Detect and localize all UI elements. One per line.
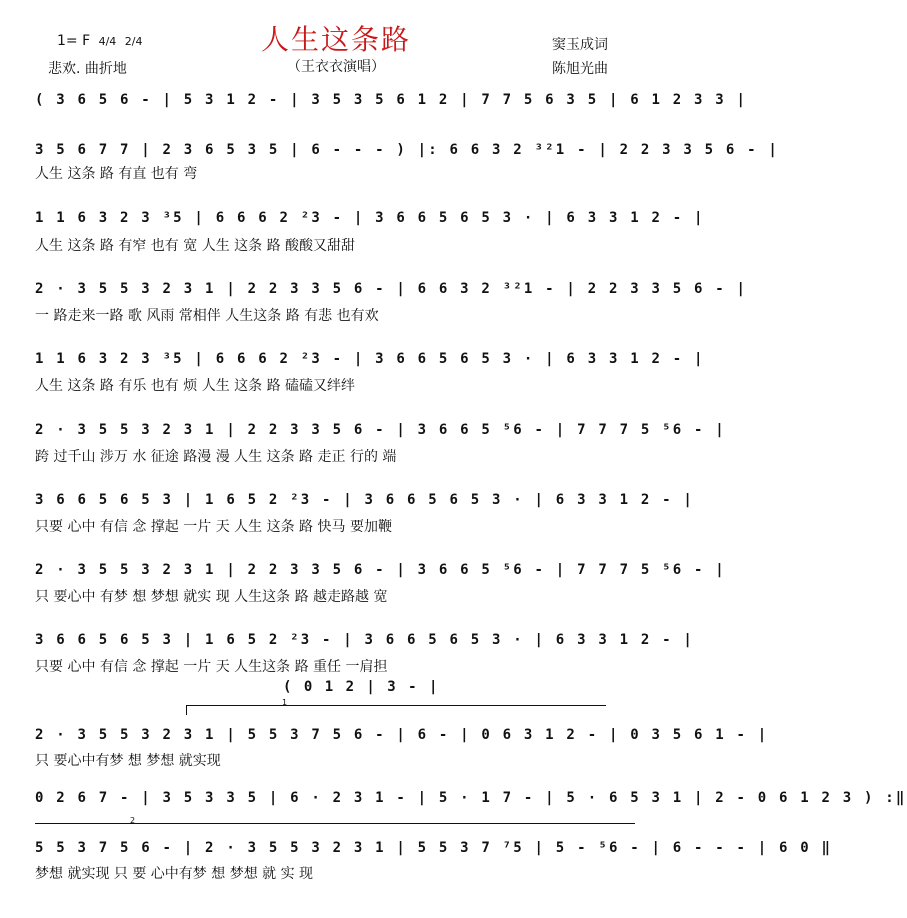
lyrics-row-9: 只要 心中 有信 念 撑起 一片 天 人生这条 路 重任 一肩担 xyxy=(35,659,388,675)
notes-9: 3 6 6 5 6 5 3 | 1 6 5 2 ²3 - | 3 6 6 5 6 5 3 · | 6 3 3 1 2 - | xyxy=(35,632,694,648)
lyrics-row-3: 人生 这条 路 有窄 也有 宽 人生 这条 路 酸酸又甜甜 xyxy=(35,238,356,254)
lyrics-row-7: 只要 心中 有信 念 撑起 一片 天 人生 这条 路 快马 要加鞭 xyxy=(35,519,392,535)
lyrics-row-1 xyxy=(35,112,635,132)
lyrics-row-8: 只 要心中 有梦 想 梦想 就实 现 人生这条 路 越走路越 宽 xyxy=(35,589,388,605)
tempo-mood: 悲欢. 曲折地 xyxy=(48,61,127,77)
notes-12: 5 5 3 7 5 6 - | 2 · 3 5 5 3 2 3 1 | 5 5 3 7 ⁷5 | 5 - ⁵6 - | 6 - - - | 6 0 ‖ xyxy=(35,840,833,856)
lyrics-row-6: 跨 过千山 涉万 水 征途 路漫 漫 人生 这条 路 走正 行的 端 xyxy=(35,449,397,465)
notation-row-9 xyxy=(35,630,694,654)
notation-row-2 xyxy=(35,140,780,164)
lyrics-row-10: 只 要心中有梦 想 梦想 就实现 xyxy=(35,753,221,769)
alternate-bar: ( 0 1 2 | 3 - | xyxy=(283,679,440,695)
notes-2: 3 5 6 7 7 | 2 3 6 5 3 5 | 6 - - - ) |: 6 6 3 2 ³²1 - | 2 2 3 3 5 6 - | xyxy=(35,142,780,158)
notes-11: 0 2 6 7 - | 3 5 3 3 5 | 6 · 2 3 1 - | 5 · 1 7 - | 5 · 6 5 3 1 | 2 - 0 6 1 2 3 ) :‖ xyxy=(35,790,907,806)
notes-6: 2 · 3 5 5 3 2 3 1 | 2 2 3 3 5 6 - | 3 6 6 5 ⁵6 - | 7 7 7 5 ⁵6 - | xyxy=(35,422,726,438)
lyrics-row-4: 一 路走来一路 歌 风雨 常相伴 人生这条 路 有悲 也有欢 xyxy=(35,308,379,324)
composer-credit: 陈旭光曲 xyxy=(552,61,608,77)
lyrics-row-11 xyxy=(35,811,635,831)
volta-1-number: 1 xyxy=(282,698,288,707)
notes-7: 3 6 6 5 6 5 3 | 1 6 5 2 ²3 - | 3 6 6 5 6 5 3 · | 6 3 3 1 2 - | xyxy=(35,492,694,508)
notes-1: ( 3 6 5 6 - | 5 3 1 2 - | 3 5 3 5 6 1 2 | 7 7 5 6 3 5 | 6 1 2 3 3 | xyxy=(35,92,748,108)
song-title: 人生这条路 xyxy=(260,23,411,56)
notation-row-6 xyxy=(35,420,726,444)
performer-subtitle: （王衣衣演唱） xyxy=(287,59,385,75)
notes-3: 1 1 6 3 2 3 ³5 | 6 6 6 2 ²3 - | 3 6 6 5 6 5 3 · | 6 3 3 1 2 - | xyxy=(35,210,705,226)
notation-row-7 xyxy=(35,490,694,514)
lyrics-row-5: 人生 这条 路 有乐 也有 烦 人生 这条 路 磕磕又绊绊 xyxy=(35,378,356,394)
notation-row-8 xyxy=(35,560,726,584)
lyrics-row-2: 人生 这条 路 有直 也有 弯 xyxy=(35,166,198,182)
notes-5: 1 1 6 3 2 3 ³5 | 6 6 6 2 ²3 - | 3 6 6 5 6 5 3 · | 6 3 3 1 2 - | xyxy=(35,351,705,367)
notation-row-12 xyxy=(35,838,833,862)
notation-row-4 xyxy=(35,279,748,303)
time-signature-2: 2/4 xyxy=(124,34,143,48)
notes-4: 2 · 3 5 5 3 2 3 1 | 2 2 3 3 5 6 - | 6 6 3 2 ³²1 - | 2 2 3 3 5 6 - | xyxy=(35,281,748,297)
lyrics-row-12: 梦想 就实现 只 要 心中有梦 想 梦想 就 实 现 xyxy=(35,866,314,882)
volta-bracket-1 xyxy=(186,705,606,706)
volta-bracket-1-mark xyxy=(186,705,187,715)
notation-row-10 xyxy=(35,725,769,749)
time-signature-1: 4/4 xyxy=(98,34,117,48)
lyricist-credit: 窦玉成词 xyxy=(552,37,608,53)
notation-row-1 xyxy=(35,90,748,114)
notes-10: 2 · 3 5 5 3 2 3 1 | 5 5 3 7 5 6 - | 6 - | 0 6 3 1 2 - | 0 3 5 6 1 - | xyxy=(35,727,769,743)
notation-row-3 xyxy=(35,208,705,232)
notes-8: 2 · 3 5 5 3 2 3 1 | 2 2 3 3 5 6 - | 3 6 6 5 ⁵6 - | 7 7 7 5 ⁵6 - | xyxy=(35,562,726,578)
key-label: 1= F xyxy=(57,33,91,49)
volta-bracket-2 xyxy=(35,823,635,824)
notation-row-11 xyxy=(35,788,907,812)
key-signature xyxy=(57,33,142,49)
notation-row-5 xyxy=(35,349,705,373)
volta-2-number: 2 xyxy=(130,816,136,825)
